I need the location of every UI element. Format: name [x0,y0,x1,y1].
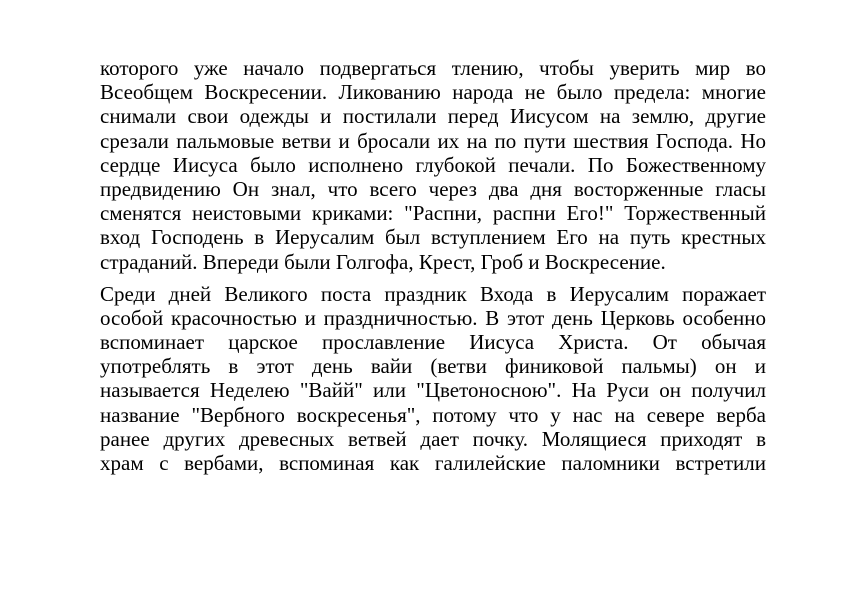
paragraph-feast-description [100,282,766,476]
text-line: Всеобщем Воскресении. Ликованию народа не было предела: многие [100,80,766,105]
text-line: предвидению Он знал, что всего через два дня восторженные гласы [100,176,766,201]
text-line: срезали пальмовые ветви и бросали их на по пути шествия Господа. Но [100,128,766,153]
text-line: которого уже начало подвергаться тлению, чтобы уверить мир во [100,56,766,80]
text-line: вспоминает царское прославление Иисуса Христа. От обычая [100,330,766,355]
text-line: название "Вербного воскресенья", потому что у нас на севере верба [100,402,766,427]
text-line: сердце Иисуса было исполнено глубокой печали. По Божественному [100,152,766,177]
text-line: сменятся неистовыми криками: "Распни, распни Его!" Торжественный [100,201,766,226]
text-line: ранее других древесных ветвей дает почку. Молящиеся приходят в [100,426,766,451]
text-line: особой красочностью и праздничностью. В этот день Церковь особенно [100,305,766,330]
text-line: храм с вербами, вспоминая как галилейские паломники встретили [100,451,766,475]
text-line: снимали свои одежды и постилали перед Иисусом на землю, другие [100,104,766,129]
document-page [100,56,766,475]
text-line: страданий. Впереди были Голгофа, Крест, Гроб и Воскресение. [100,249,666,274]
text-line: Среди дней Великого поста праздник Входа в Иерусалим поражает [100,281,766,306]
paragraph-palm-sunday-entry [100,56,766,274]
text-line: вход Господень в Иерусалим был вступлением Его на путь крестных [100,225,766,250]
text-line: называется Неделею "Вайй" или "Цветоносною". На Руси он получил [100,378,766,403]
text-line: употреблять в этот день вайи (ветви финиковой пальмы) он и [100,354,766,379]
